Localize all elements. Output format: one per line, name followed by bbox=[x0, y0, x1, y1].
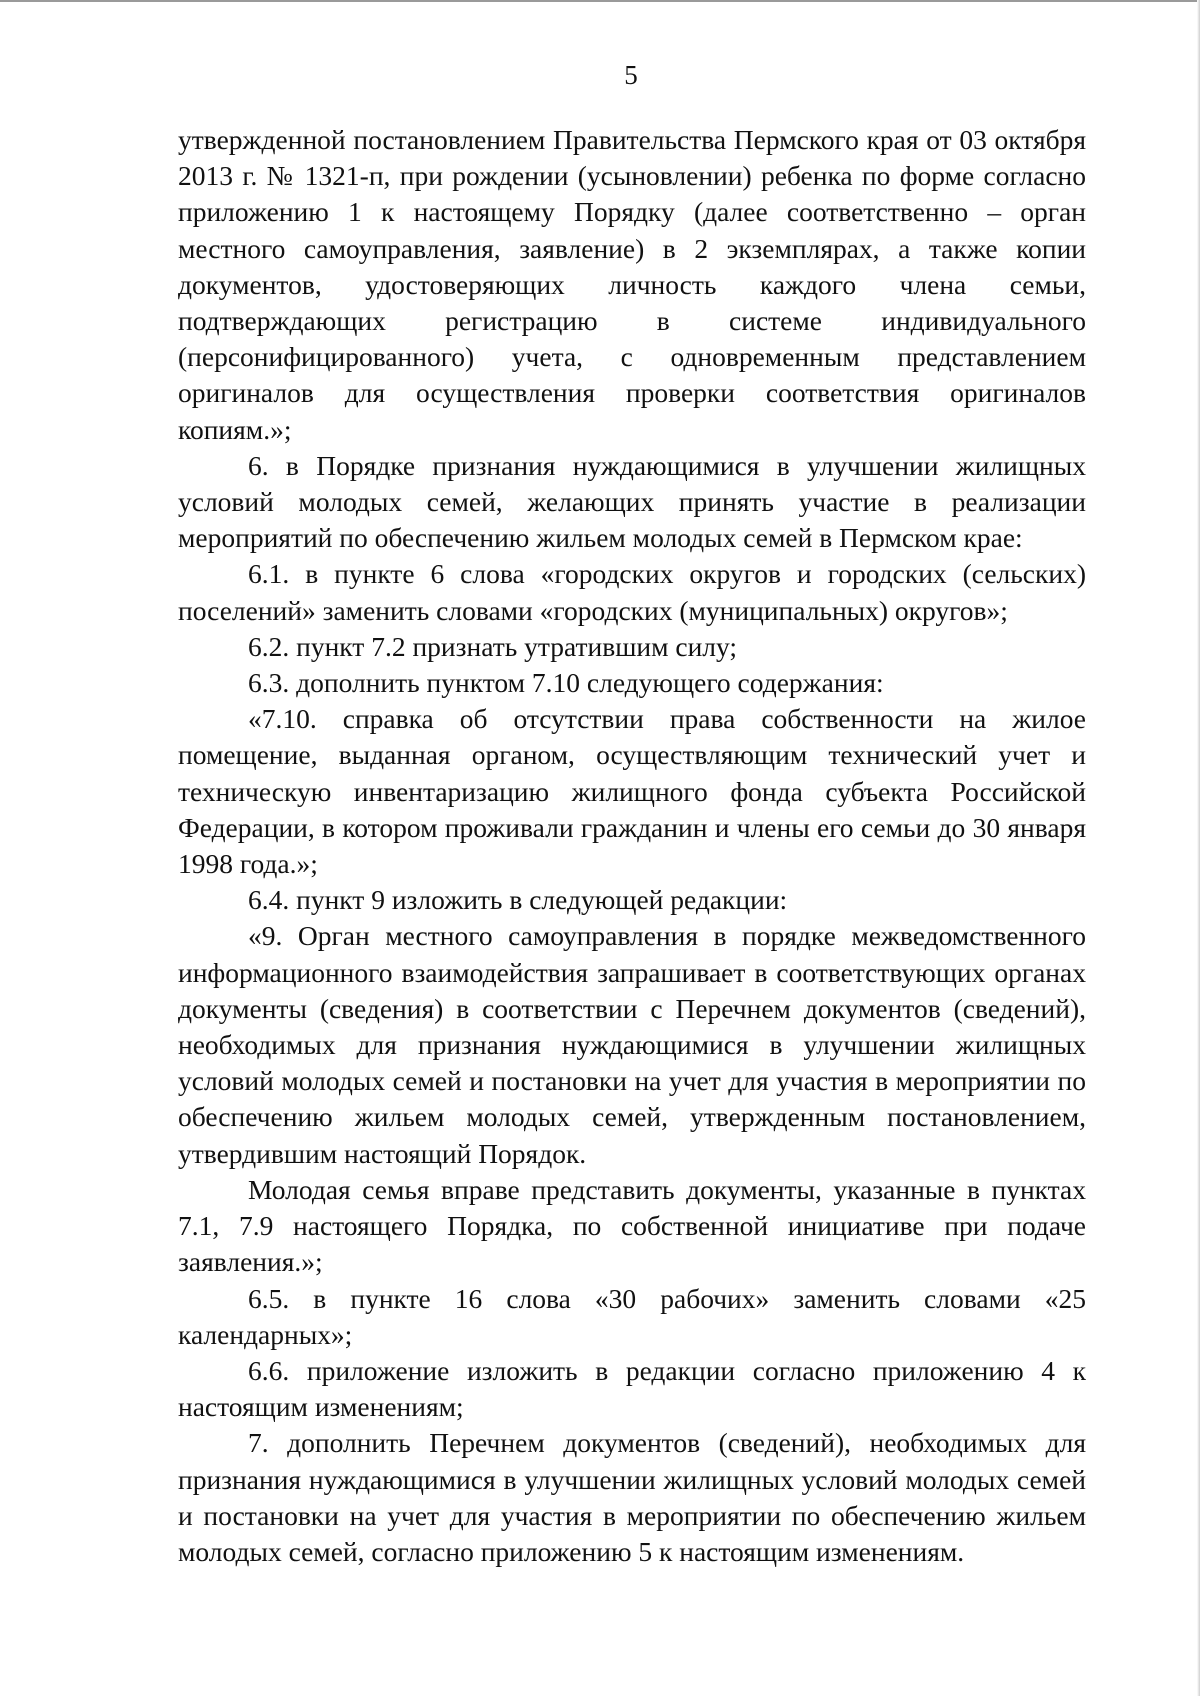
paragraph-item-6-5: 6.5. в пункте 16 слова «30 рабочих» заменить словами «25 календарных»; bbox=[178, 1282, 1086, 1350]
paragraph-young-family: Молодая семья вправе представить документы, указанные в пунктах 7.1, 7.9 настоящего Порядка, по собственной инициативе при подаче заявления.»; bbox=[178, 1173, 1086, 1278]
paragraph-continuation: утвержденной постановлением Правительства Пермского края от 03 октября 2013 г. № 1321-п, при рождении (усыновлении) ребенка по форме согласно приложению 1 к настоящему Порядку (далее соответственно – орган местного самоуправления, заявление) в 2 экземплярах, а также копии документов, удостоверяющих личность каждого члена семьи, подтверждающих регистрацию в системе индивидуального (персонифицированного) учета, с одновременным представлением оригиналов для осуществления проверки соответствия оригиналов копиям.»; bbox=[178, 124, 1086, 445]
paragraph-item-6: 6. в Порядке признания нуждающимися в улучшении жилищных условий молодых семей, желающих принять участие в реализации мероприятий по обеспечению жильем молодых семей в Пермском крае: bbox=[178, 449, 1086, 554]
document-body bbox=[178, 122, 1086, 1570]
page-number: 5 bbox=[624, 60, 638, 90]
paragraph-item-6-2: 6.2. пункт 7.2 признать утратившим силу; bbox=[248, 630, 738, 662]
paragraph-item-6-6: 6.6. приложение изложить в редакции согласно приложению 4 к настоящим изменениям; bbox=[178, 1354, 1086, 1423]
paragraph-item-6-3: 6.3. дополнить пунктом 7.10 следующего содержания: bbox=[248, 667, 884, 699]
paragraph-quote-9: «9. Орган местного самоуправления в порядке межведомственного информационного взаимодействия запрашивает в соответствующих органах документы (сведения) в соответствии с Перечнем документов (сведений), необходимых для признания нуждающимися в улучшении жилищных условий молодых семей и постановки на учет для участия в мероприятии по обеспечению жильем молодых семей, утвержденным постановлением, утвердившим настоящий Порядок. bbox=[178, 920, 1086, 1169]
paragraph-item-6-4: 6.4. пункт 9 изложить в следующей редакции: bbox=[248, 884, 788, 916]
scan-top-edge bbox=[0, 0, 1200, 2]
paragraph-quote-7-10: «7.10. справка об отсутствии права собственности на жилое помещение, выданная органом, осуществляющим технический учет и техническую инвентаризацию жилищного фонда субъекта Российской Федерации, в котором проживали гражданин и члены его семьи до 30 января 1998 года.»; bbox=[178, 703, 1086, 880]
paragraph-item-6-1: 6.1. в пункте 6 слова «городских округов и городских (сельских) поселений» заменить словами «городских (муниципальных) округов»; bbox=[178, 558, 1086, 626]
paragraph-item-7: 7. дополнить Перечнем документов (сведений), необходимых для признания нуждающимися в улучшении жилищных условий молодых семей и постановки на учет для участия в мероприятии по обеспечению жильем молодых семей, согласно приложению 5 к настоящим изменениям. bbox=[178, 1427, 1086, 1567]
